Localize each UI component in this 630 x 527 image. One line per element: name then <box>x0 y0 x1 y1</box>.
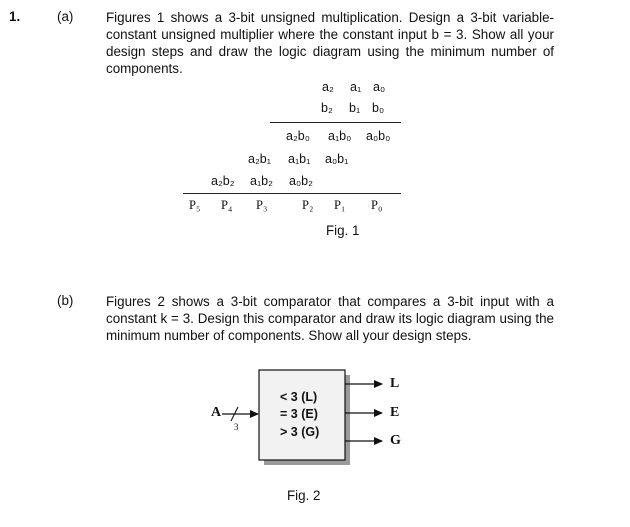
pp-a1b1: a₁b₁ <box>288 152 311 166</box>
output-label-e: E <box>390 405 400 420</box>
bus-width-label: 3 <box>234 422 239 432</box>
figure-2-caption: Fig. 2 <box>287 488 321 503</box>
part-a-label: (a) <box>57 9 74 24</box>
term-b2: b₂ <box>321 101 333 115</box>
pp-a0b0: a₀b₀ <box>366 129 391 143</box>
output-label-g: G <box>390 433 401 448</box>
part-b-text: Figures 2 shows a 3-bit comparator that compares a 3-bit input with a constant k = 3. Design this comparator and draw its logic diagram using the minimum number of components. Show all your design steps. <box>106 294 554 343</box>
product-p4: P₄ <box>221 198 233 212</box>
pp-a1b0: a₁b₀ <box>328 129 352 143</box>
pp-a2b0: a₂b₀ <box>286 129 310 143</box>
box-line-equal: = 3 (E) <box>280 407 318 421</box>
input-label: A <box>211 405 222 420</box>
product-p0: P₀ <box>371 198 383 212</box>
box-line-less: < 3 (L) <box>280 390 318 404</box>
product-p1: P₁ <box>334 198 346 212</box>
term-a0: a₀ <box>373 80 386 94</box>
term-a1: a₁ <box>350 80 362 94</box>
pp-a2b2: a₂b₂ <box>211 174 235 188</box>
pp-a2b1: a₂b₁ <box>248 152 271 166</box>
figure-1-caption: Fig. 1 <box>326 223 360 238</box>
product-p3: P₃ <box>256 198 268 212</box>
part-a-text: Figures 1 shows a 3-bit unsigned multiplication. Design a 3-bit variable-constant unsigned multiplier where the constant input b = 3. Show all your design steps and draw the logic diagram using the minimum number of components. <box>106 10 554 76</box>
product-p2: P₂ <box>302 198 314 212</box>
term-b1: b₁ <box>349 101 361 115</box>
pp-a0b2: a₀b₂ <box>289 174 313 188</box>
pp-a1b2: a₁b₂ <box>250 174 273 188</box>
pp-a0b1: a₀b₁ <box>325 152 349 166</box>
part-b-label: (b) <box>57 293 74 308</box>
box-line-greater: > 3 (G) <box>280 425 320 439</box>
product-p5: P₅ <box>189 198 201 212</box>
term-a2: a₂ <box>322 80 334 94</box>
question-number: 1. <box>9 9 21 24</box>
term-b0: b₀ <box>372 101 385 115</box>
output-label-l: L <box>390 376 400 391</box>
